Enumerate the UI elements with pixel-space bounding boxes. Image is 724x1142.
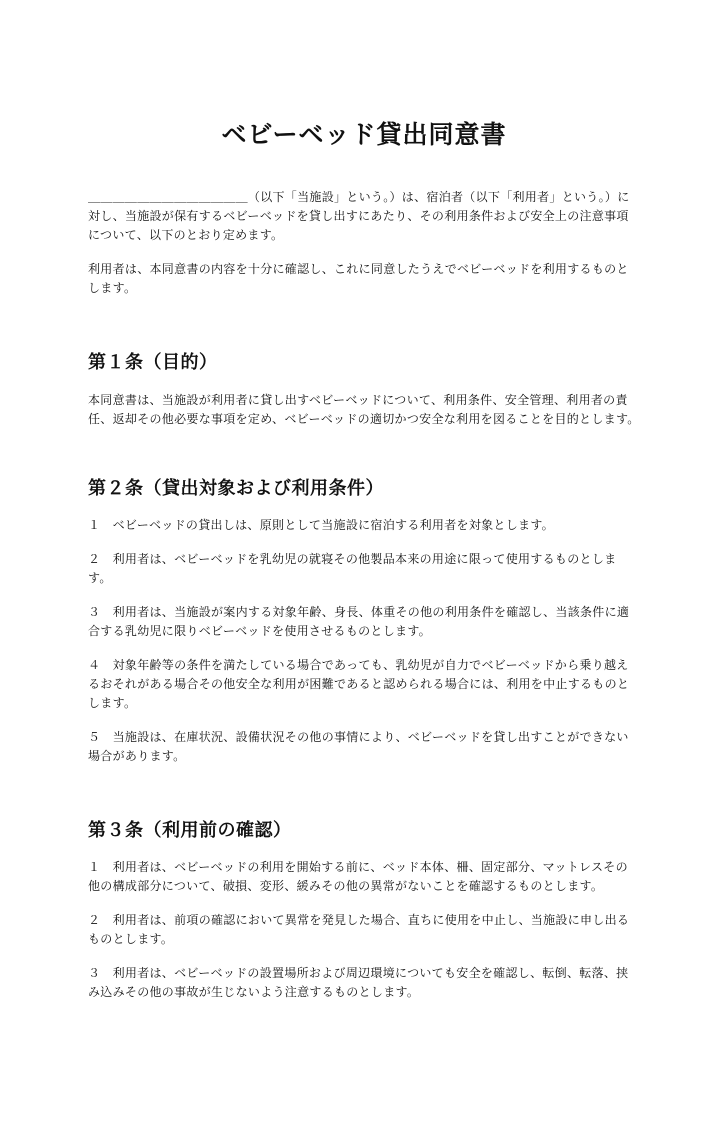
document-title: ベビーベッド貸出同意書: [221, 120, 507, 149]
article-3-item-2: ２ 利用者は、前項の確認において異常を発見した場合、直ちに使用を中止し、当施設に申し出るものとします。: [88, 913, 630, 946]
article-3: [88, 818, 640, 1002]
article-2-item-3: ３ 利用者は、当施設が案内する対象年齢、身長、体重その他の利用条件を確認し、当該条件に適合する乳幼児に限りベビーベッドを使用させるものとします。: [88, 605, 630, 638]
article-2-item-2: ２ 利用者は、ベビーベッドを乳幼児の就寝その他製品本来の用途に限って使用するものとします。: [88, 552, 617, 585]
article-3-item-1: １ 利用者は、ベビーベッドの利用を開始する前に、ベッド本体、柵、固定部分、マットレスその他の構成部分について、破損、変形、緩みその他の異常がないことを確認するものとします。: [88, 860, 628, 893]
intro-paragraph-2: 利用者は、本同意書の内容を十分に確認し、これに同意したうえでベビーベッドを利用するものとします。: [88, 262, 629, 295]
article-2: [88, 476, 640, 766]
article-2-item-1: １ ベビーベッドの貸出しは、原則として当施設に宿泊する利用者を対象とします。: [88, 518, 554, 532]
article-2-item-5: ５ 当施設は、在庫状況、設備状況その他の事情により、ベビーベッドを貸し出すことができない場合があります。: [88, 730, 629, 763]
document-page: [0, 118, 724, 1142]
article-3-item-3: ３ 利用者は、ベビーベッドの設置場所および周辺環境についても安全を確認し、転倒、転落、挟み込みその他の事故が生じないよう注意するものとします。: [88, 966, 629, 999]
intro-paragraph-1: ＿＿＿＿＿＿＿＿＿＿＿＿＿（以下「当施設」という。）は、宿泊者（以下「利用者」という。）に対し、当施設が保有するベビーベッドを貸し出すにあたり、その利用条件および安全上の注意事項について、以下のとおり定めます。: [88, 190, 630, 242]
article-3-heading: 第３条（利用前の確認）: [88, 820, 292, 841]
article-1: [88, 350, 640, 429]
article-1-paragraph-1: 本同意書は、当施設が利用者に貸し出すベビーベッドについて、利用条件、安全管理、利用者の責任、返却その他必要な事項を定め、ベビーベッドの適切かつ安全な利用を図ることを目的とします。: [88, 393, 640, 426]
article-2-heading: 第２条（貸出対象および利用条件）: [88, 478, 384, 499]
article-2-item-4: ４ 対象年齢等の条件を満たしている場合であっても、乳幼児が自力でベビーベッドから乗り越えるおそれがある場合その他安全な利用が困難であると認められる場合には、利用を中止するものとします。: [88, 658, 630, 710]
article-1-heading: 第１条（目的）: [88, 352, 218, 373]
